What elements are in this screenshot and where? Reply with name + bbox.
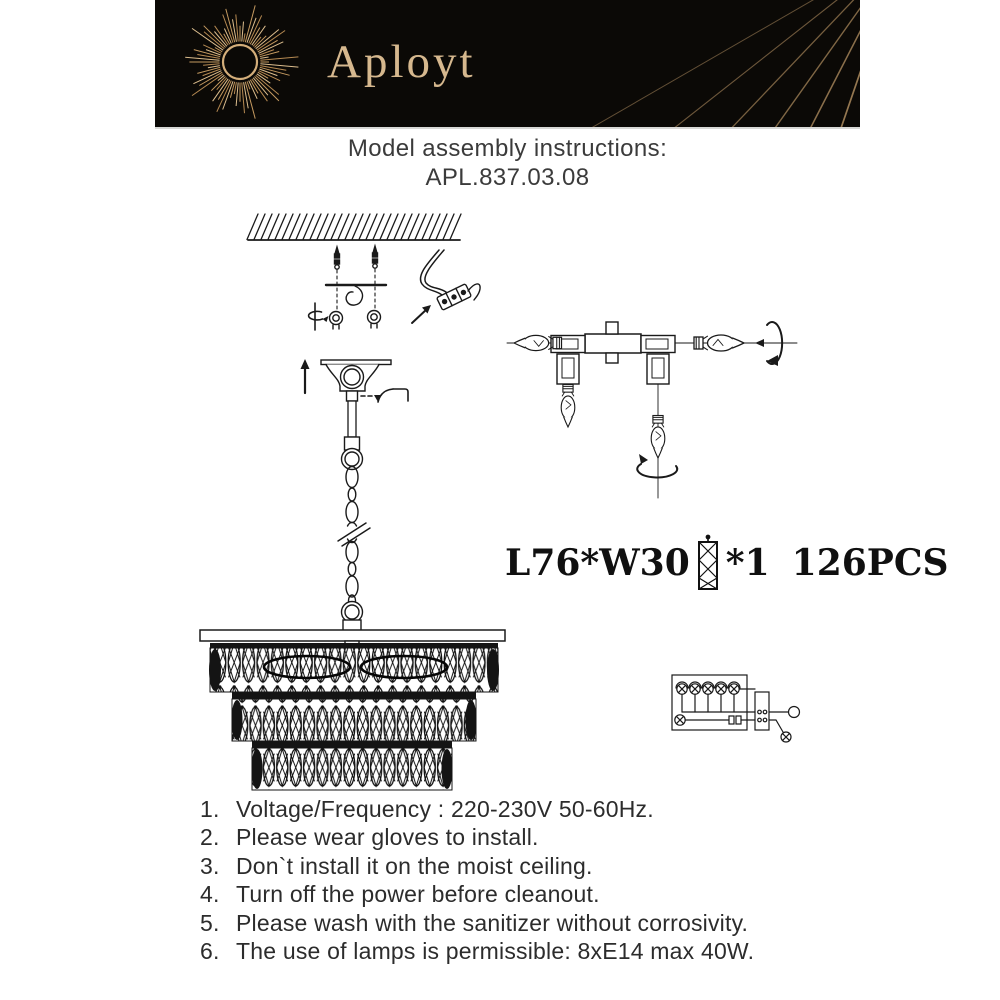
canopy-chain-diagram [301,359,409,632]
mounting-screws [335,246,378,312]
assembly-drawing [155,200,860,800]
bulb-left [514,335,562,350]
mounting-bar-hook [326,285,386,305]
item-number: 4. [200,881,220,908]
list-item [200,909,860,937]
sunburst-icon [185,5,298,118]
item-number: 5. [200,909,220,936]
sunburst-ring [223,45,257,79]
item-number: 6. [200,938,220,965]
ceiling-mount-diagram [247,214,480,330]
supply-wire-connector [412,250,480,323]
instruction-list [200,795,860,965]
header-art [155,0,860,127]
spec-pieces: 126PCS [791,542,949,584]
list-item [200,852,860,880]
item-text: Don`t install it on the moist ceiling. [236,852,593,879]
rotate-icon-canopy [361,389,408,402]
title-block [155,134,860,192]
brand-header [155,0,860,129]
crystal-pendant-icon [695,534,721,592]
crystal-chandelier-diagram [200,630,505,790]
item-text: Voltage/Frequency : 220-230V 50-60Hz. [236,796,654,822]
ceiling-hatch [247,214,461,240]
spec-quantity: *1 [725,542,770,584]
wall-anchors [330,311,381,330]
spec-dimensions: L76*W30 [505,542,690,584]
rotate-icon-anchors [309,303,329,330]
ray-fan-icon [531,0,860,127]
wiring-diagram [672,675,800,742]
list-item [200,880,860,908]
bulb-down-left [561,385,575,428]
hanging-chain [338,467,370,607]
item-text: Please wear gloves to install. [236,824,539,851]
list-item [200,823,860,851]
item-number: 1. [200,796,220,822]
page-title: Model assembly instructions: [347,135,668,162]
bulb-right [694,335,744,351]
item-number: 3. [200,852,220,879]
spec-line [505,534,949,592]
list-item [200,937,860,965]
rotate-icon-right [767,322,782,366]
item-text: The use of lamps is permissible: 8xE14 max 40W. [236,938,755,965]
bulb-installation-diagram [507,322,797,498]
item-number: 2. [200,824,220,851]
item-text: Turn off the power before cleanout. [236,881,600,908]
bulb-down-right [651,416,665,459]
brand-name: Aployt [327,35,476,88]
list-item [200,795,860,823]
item-text: Please wash with the sanitizer without corrosivity. [236,909,749,936]
model-number: APL.837.03.08 [425,164,590,191]
